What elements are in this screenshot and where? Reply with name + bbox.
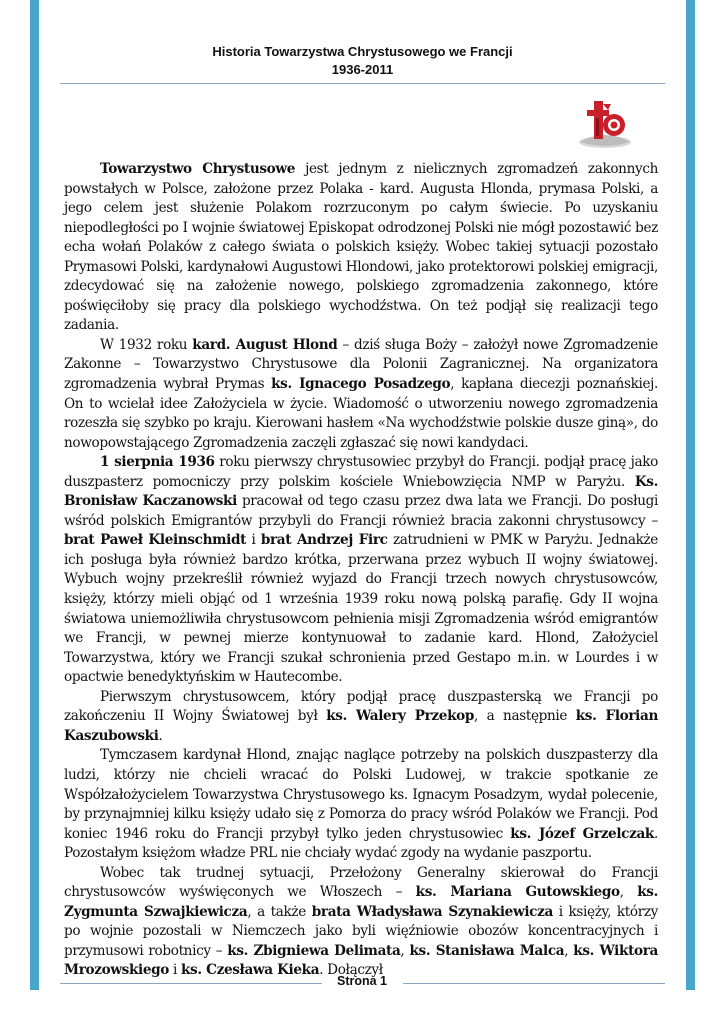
bold-text-run: ks. Zygmunta Szwajkiewicza [64,884,658,920]
bold-text-run: ks. Stanisława Malca [409,942,565,959]
text-run: , a następnie [474,708,576,725]
text-run: , a także [247,903,312,920]
text-run: . Dołączył [319,962,383,979]
footer-rule-left [60,983,322,984]
bold-text-run: brat Andrzej Firc [260,532,388,549]
text-run: pracował od tego czasu przez dwa lata we Francji. Do posługi wśród polskich Emigrantów przybyli do Francji również bracia zakonni chrystusowcy – [64,493,658,529]
right-margin-bar [686,0,695,990]
bold-text-run: 1 sierpnia 1936 [100,454,215,471]
text-run: , [564,942,574,959]
paragraph [64,746,658,863]
bold-text-run: ks. Józef Grzelczak [510,825,654,842]
text-run: Tymczasem kardynał Hlond, znając naglące potrzeby na polskich duszpasterzy dla ludzi, którzy nie chcieli wracać do Polski Ludowej, w trakcie spotkanie ze Współzałożycielem Towarzystwa Chrystusowego ks. Ignacym Posadzym, wydał polecenie, by przynajmniej kilku księży udało się z Pomorza do pracy wśród Polaków we Francji. Pod koniec 1946 roku do Francji przybył tylko jeden chrystusowiec [64,747,658,842]
bold-text-run: ks. Zbigniewa Delimata [227,942,401,959]
bold-text-run: ks. Walery Przekop [326,708,475,725]
text-run: , [619,884,638,901]
left-margin-bar [30,0,39,990]
bold-text-run: ks. Florian Kaszubowski [64,708,658,744]
footer-rule-right [403,983,665,984]
bold-text-run: ks. Czesława Kieka [180,962,320,979]
text-run: zatrudnieni w PMK w Paryżu. Jednakże ich posługa była również bardzo krótka, przerwana przez wybuch II wojny światowej. Wybuch wojny przekreślił również wyjazd do Francji trzech nowych chrystusowców, księży, którzy mieli objąć od 1 września 1939 roku nową polską parafię. Gdy II wojna światowa uniemożliwiła chrystusowcom pełnienia misji Zgromadzenia wśród emigrantów we Francji, w pewnej mierze kontynuował to zadanie kard. Hlond, Założyciel Towarzystwa, który we Francji szukał schronienia przed Gestapo m.in. w Lourdes i w opactwie benedyktyńskim w Hautecombe. [64,532,658,686]
text-run: jest jednym z nielicznych zgromadzeń zakonnych powstałych w Polsce, założone przez Polaka - kard. Augusta Hlonda, prymasa Polski, a jego celem jest służenie Polakom rozrzuconym po całym świecie. Po uzyskaniu niepodległości po I wojnie światowej Episkopat odrodzonej Polski nie mógł pozostawić bez echa wołań Polaków z całego świata o polskich księży. Wobec takiej sytuacji pozostało Prymasowi Polski, kardynałowi Augustowi Hlondowi, jako protektorowi polskiej emigracji, zdecydować się na założenie nowego, polskiego zgromadzenia zakonnego, które poświęciłoby się pracy dla polskiego wychodźstwa. On też podjął się realizacji tego zadania. [64,161,658,334]
text-run: , [400,942,410,959]
page-header [60,43,665,79]
paragraph [64,160,658,336]
text-run: i [246,532,261,549]
bold-text-run: ks. Mariana Gutowskiego [415,884,620,901]
text-run: . [158,727,163,744]
header-years: 1936-2011 [331,62,394,77]
header-divider [60,83,665,84]
paragraph [64,688,658,747]
text-run: Wobec tak trudnej sytuacji, Przełożony Generalny skierował do Francji chrystusowców wyświęconych we Włoszech – [64,864,658,901]
text-run: roku pierwszy chrystusowiec przybył do Francji. podjął pracę jako duszpasterz pomocniczy przy polskim kościele Wniebowzięcia NMP w Paryżu. [64,454,658,490]
bold-text-run: brata Władysława Szynakiewicza [311,903,553,920]
text-run: i [169,962,181,979]
text-run: – dziś sługa Boży – założył nowe Zgromadzenie Zakonne – Towarzystwo Chrystusowe dla Polonii Zagranicznej. Na organizatora zgromadzenia wybrał Prymas [64,336,658,393]
bold-text-run: ks. Wiktora Mrozowskiego [64,942,658,979]
bold-text-run: ks. Ignacego Posadzego [271,376,451,393]
bold-text-run: Ks. Bronisław Kaczanowski [64,473,658,510]
text-run: i księży, którzy po wojnie pozostali w Niemczech jako byli więźniowie obozów koncentracyjnych i przymusowi robotnicy – [64,903,658,959]
text-run: . Pozostałym księżom władze PRL nie chciały wydać zgody na wydanie paszportu. [64,825,658,862]
page-number: Strona 1 [336,974,387,988]
text-run: Pierwszym chrystusowcem, który podjął pracę duszpasterską we Francji po zakończeniu II Wojny Światowej był [64,688,658,725]
bold-text-run: Towarzystwo Chrystusowe [100,161,296,177]
bold-text-run: brat Paweł Kleinschmidt [64,532,247,549]
society-emblem-icon [574,98,636,150]
document-body [64,160,658,981]
text-run: W 1932 roku [100,336,193,353]
paragraph [64,336,658,453]
bold-text-run: kard. August Hlond [192,336,338,353]
paragraph [64,453,658,688]
paragraph [64,864,658,981]
header-title: Historia Towarzystwa Chrystusowego we Francji [212,44,513,59]
text-run: , kapłana diecezji poznańskiej. On to wcielał idee Założyciela w życie. Wiadomość o utworzeniu nowego zgromadzenia rozeszła się szybko po kraju. Kierowani hasłem «Na wychodźstwie polskie dusze giną», do nowopowstającego Zgromadzenia zaczęli zgłaszać się nowi kandydaci. [64,376,659,451]
